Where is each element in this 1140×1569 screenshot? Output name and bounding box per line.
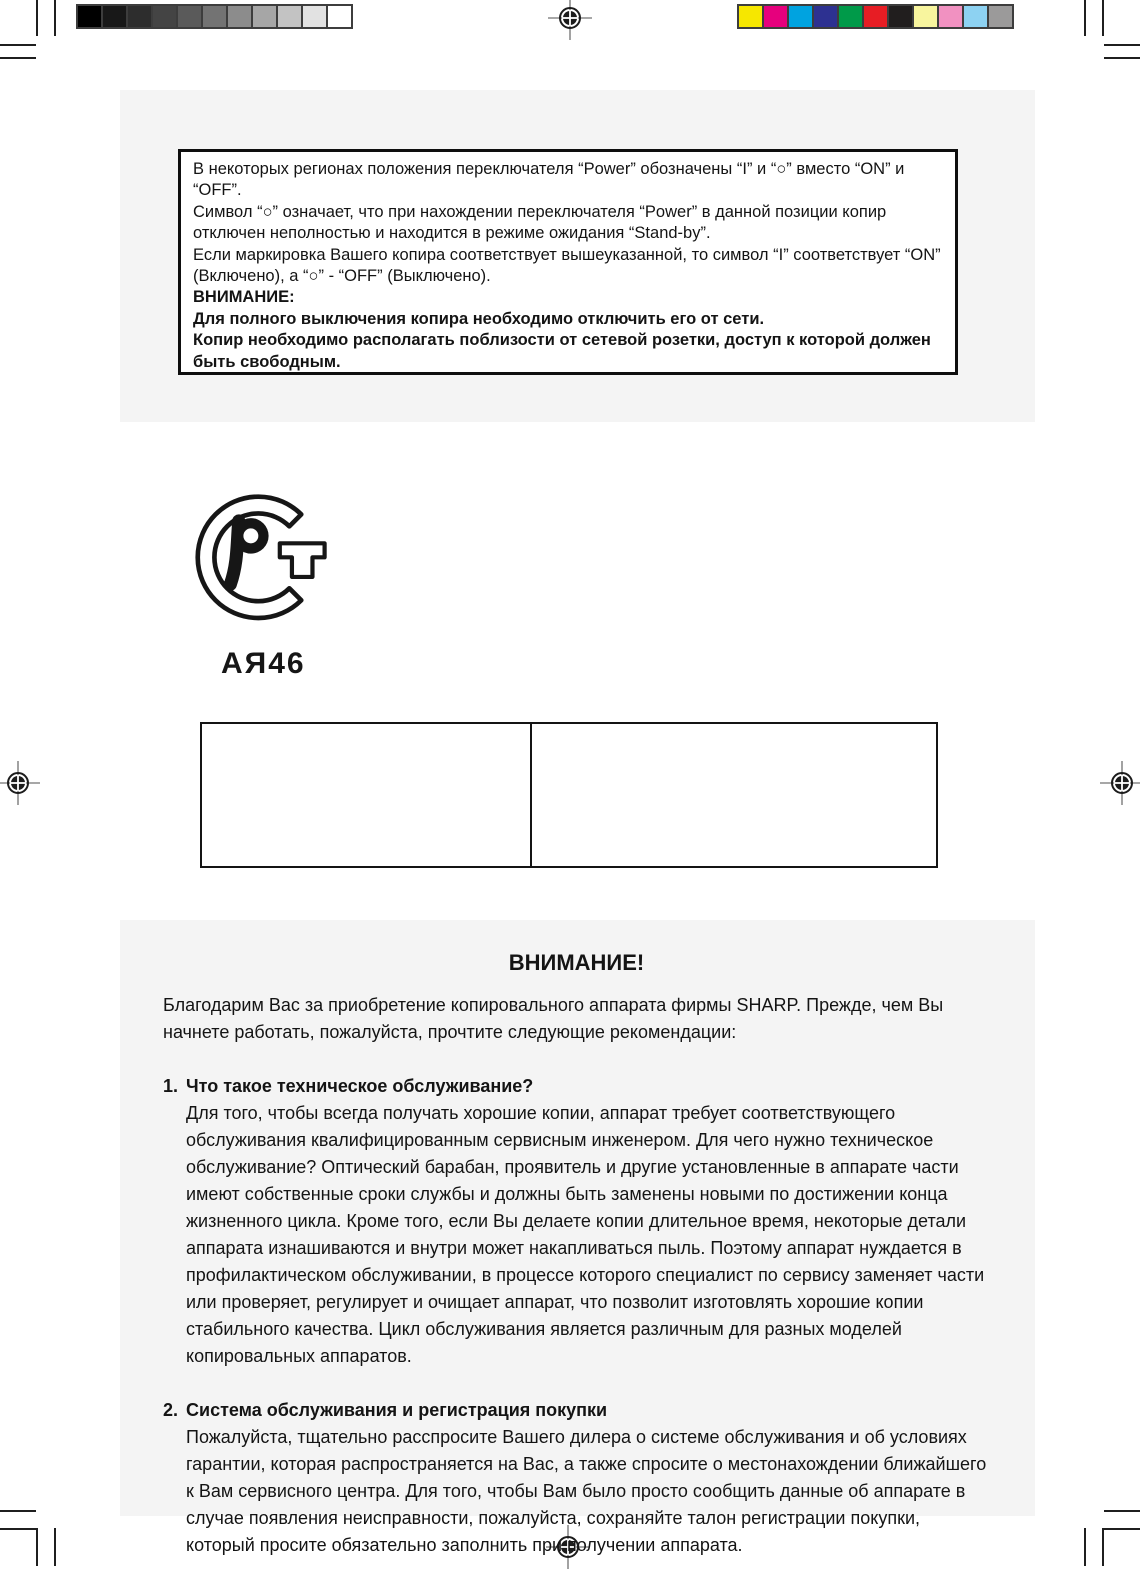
grayscale-swatch (303, 6, 328, 27)
trim-mark-bottom-left (0, 1510, 36, 1512)
item-title-text: Система обслуживания и регистрация покупки (186, 1400, 608, 1420)
color-swatch (814, 6, 839, 27)
notice-warning-line: Копир необходимо располагать поблизости от сетевой розетки, доступ к которой должен быть свободным. (193, 331, 931, 371)
grayscale-swatch (253, 6, 278, 27)
notice-line: Символ “○” означает, что при нахождении переключателя “Power” в данной позиции копир отключен неполностью и находится в режиме ожидания “Stand-by”. (193, 202, 887, 243)
trim-mark-top-left (0, 44, 36, 46)
color-swatch (889, 6, 914, 27)
color-swatch (839, 6, 864, 27)
color-calibration-bar (737, 4, 1014, 29)
trim-mark-top-right (1084, 0, 1086, 36)
certification-code: АЯ46 (221, 647, 306, 680)
trim-mark-top-left (54, 0, 56, 36)
registration-mark-icon (0, 761, 40, 805)
rostest-pct-logo-icon (193, 492, 333, 632)
grayscale-swatch (153, 6, 178, 27)
notice-line: Если маркировка Вашего копира соответствует вышеуказанной, то символ “I” соответствует “ON” (Включено), а “○” - “OFF” (Выключено). (193, 245, 941, 286)
grayscale-swatch (278, 6, 303, 27)
table-cell (532, 724, 936, 866)
certification-mark (193, 492, 373, 681)
table-cell (202, 724, 532, 866)
trim-mark-top-right (1104, 44, 1140, 46)
color-swatch (864, 6, 889, 27)
trim-mark-bottom-right (1104, 1510, 1140, 1512)
item-title (163, 1073, 990, 1100)
color-swatch (739, 6, 764, 27)
registration-mark-icon (1100, 761, 1140, 805)
grayscale-swatch (103, 6, 128, 27)
trim-mark-bottom-left (36, 1528, 38, 1566)
registration-table (200, 722, 938, 868)
grayscale-swatch (78, 6, 103, 27)
intro-paragraph: Благодарим Вас за приобретение копировального аппарата фирмы SHARP. Прежде, чем Вы начнете работать, пожалуйста, прочтите следующие рекомендации: (163, 995, 944, 1042)
item-title-text: Что такое техническое обслуживание? (186, 1076, 534, 1096)
item-number: 1. (163, 1076, 179, 1096)
numbered-item-1 (163, 1073, 990, 1370)
trim-mark-bottom-right (1102, 1528, 1104, 1566)
trim-mark-top-right (1104, 57, 1140, 59)
section-heading: ВНИМАНИЕ! (508, 950, 645, 975)
grayscale-swatch (178, 6, 203, 27)
grayscale-swatch (203, 6, 228, 27)
color-swatch (989, 6, 1012, 27)
trim-mark-bottom-left (0, 1528, 36, 1530)
numbered-item-2 (163, 1397, 990, 1559)
trim-mark-bottom-right (1084, 1528, 1086, 1566)
grayscale-swatch (328, 6, 351, 27)
color-swatch (939, 6, 964, 27)
attention-section (120, 920, 1035, 1555)
trim-mark-top-left (0, 57, 36, 59)
item-title (163, 1397, 990, 1424)
trim-mark-top-left (36, 0, 38, 36)
color-swatch (964, 6, 989, 27)
item-body: Пожалуйста, тщательно расспросите Вашего дилера о системе обслуживания и об условиях гарантии, которая распространяется на Вас, а также спросите о местонахождении ближайшего к Вам сервисного центра. Для того, чтобы Вам было просто сообщить данные об аппарате в случае появления неисправности, пожалуйста, сохраняйте талон регистрации покупки, который просите обязательно заполнить при получении аппарата. (186, 1427, 987, 1555)
color-swatch (764, 6, 789, 27)
grayscale-swatch (128, 6, 153, 27)
grayscale-calibration-bar (76, 4, 353, 29)
item-body: Для того, чтобы всегда получать хорошие копии, аппарат требует соответствующего обслуживания квалифицированным сервисным инженером. Для чего нужно техническое обслуживание? Оптический барабан, проявитель и другие установленные в аппарате части имеют собственные сроки службы и должны быть заменены новыми по достижении конца жизненного цикла. Кроме того, если Вы делаете копии длительное время, некоторые детали аппарата изнашиваются и внутри может накапливаться пыль. Поэтому аппарат нуждается в профилактическом обслуживании, в процессе которого специалист по сервису заменяет части или проверяет, регулирует и очищает аппарат, что позволит изготовлять хорошие копии стабильного качества. Цикл обслуживания является различным для разных моделей копировальных аппаратов. (186, 1103, 985, 1366)
color-swatch (914, 6, 939, 27)
grayscale-swatch (228, 6, 253, 27)
trim-mark-bottom-right (1104, 1528, 1140, 1530)
color-swatch (789, 6, 814, 27)
notice-line: В некоторых регионах положения переключателя “Power” обозначены “I” и “○” вместо “ON” и “OFF”. (193, 160, 905, 200)
notice-warning-label: ВНИМАНИЕ: (193, 288, 295, 307)
trim-mark-bottom-left (54, 1528, 56, 1566)
notice-warning-line: Для полного выключения копира необходимо отключить его от сети. (193, 309, 765, 328)
power-notice-box (178, 149, 958, 375)
item-number: 2. (163, 1400, 179, 1420)
registration-mark-icon (548, 0, 592, 40)
trim-mark-top-right (1102, 0, 1104, 36)
